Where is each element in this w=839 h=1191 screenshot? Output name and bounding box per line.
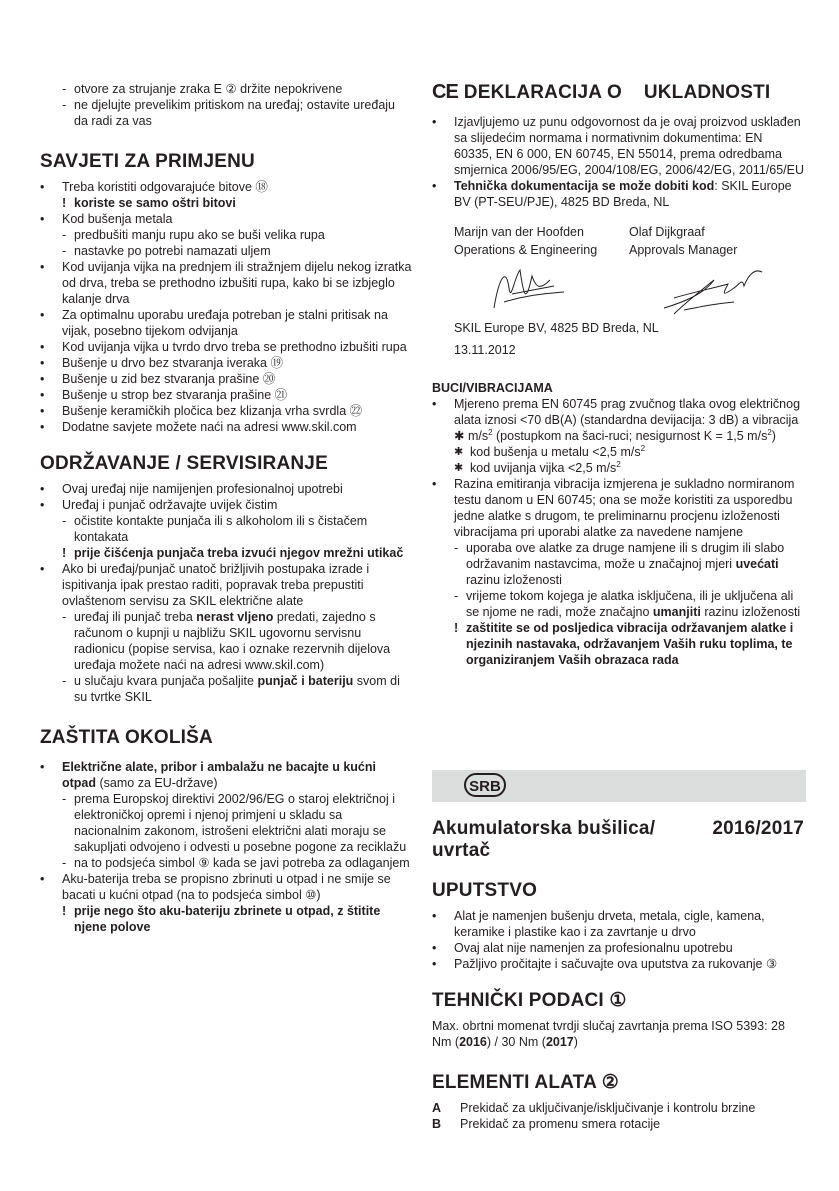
list-item: • Bušenje u drvo bez stvaranja iveraka ⑲ bbox=[40, 355, 412, 371]
signatory-1: Marijn van der Hoofden Operations & Engineering bbox=[454, 225, 598, 257]
elements-list bbox=[432, 1100, 804, 1132]
warning-item: ! koriste se samo oštri bitovi bbox=[40, 195, 412, 211]
zastita-list bbox=[40, 759, 412, 935]
list-item: - na to podsjeća simbol ⑨ kada se javi potreba za odlaganjem bbox=[40, 855, 412, 871]
list-item: A Prekidač za uključivanje/isključivanje i kontrolu brzine bbox=[432, 1101, 756, 1115]
warning-item: ! zaštitite se od posljedica vibracija održavanjem alatke i njezinih nastavaka, održavanjem Vaših ruku toplima, te organiziranjem Vaših obrazaca rada bbox=[432, 620, 804, 668]
odrzavanje-list bbox=[40, 481, 505, 705]
section-title-uputstvo: UPUTSTVO bbox=[432, 880, 538, 901]
section-title-savjeti: SAVJETI ZA PRIMJENU bbox=[40, 151, 255, 172]
list-item: • Električne alate, pribor i ambalažu ne bacajte u kućni otpad (samo za EU-države) bbox=[40, 759, 412, 791]
list-item: B Prekidač za promenu smera rotacije bbox=[432, 1117, 661, 1131]
uputstvo-list bbox=[432, 908, 804, 972]
list-item: • Treba koristiti odgovarajuće bitove ⑱ bbox=[40, 179, 412, 195]
list-item: • Mjereno prema EN 60745 prag zvučnog tlaka ovog električnog alata iznosi <70 dB(A) (standardna devijacija: 3 dB) a vibracija ✱ $m/s^2$ (postupkom na šaci-ruci; nesigurnost K = 1,5 $m/s^2$) bbox=[432, 396, 804, 444]
product-name: Akumulatorska bušilica/ uvrtač bbox=[432, 818, 656, 861]
list-item: - nastavke po potrebi namazati uljem bbox=[40, 243, 412, 259]
section-title-buci: BUCI/VIBRACIJAMA bbox=[432, 381, 553, 395]
language-bar bbox=[432, 770, 806, 802]
signatory-2: Olaf Dijkgraaf Approvals Manager bbox=[629, 225, 738, 257]
section-title-tehnicki: TEHNIČKI PODACI ① bbox=[432, 990, 627, 1011]
ce-mark: CE bbox=[432, 81, 458, 103]
list-item: • Pažljivo pročitajte i sačuvajte ova uputstva za rukovanje ③ bbox=[432, 956, 804, 972]
product-models: 2016/2017 bbox=[712, 818, 804, 839]
section-title-zastita: ZAŠTITA OKOLIŠA bbox=[40, 727, 213, 748]
list-item: • Bušenje keramičkih pločica bez klizanja vrha svrdla ㉒ bbox=[40, 403, 412, 419]
list-item: • Ako bi uređaj/punjač unatoč brižljivih postupaka izrade i ispitivanja ipak prestao raditi, popravak treba prepustiti ovlaštenom servisu za SKIL električne alate bbox=[40, 561, 412, 609]
list-item: - ne djelujte prevelikim pritiskom na uređaj; ostavite uređaju da radi za vas bbox=[40, 97, 412, 129]
list-item: - predbušiti manju rupu ako se buši velika rupa bbox=[40, 227, 412, 243]
list-item: - očistite kontakte punjača ili s alkoholom ili s čistačem kontakata bbox=[40, 513, 412, 545]
section-title-deklaracija: CE DEKLARACIJA O UKLADNOSTI bbox=[432, 81, 771, 103]
list-item: - uređaj ili punjač treba nerast vljeno predati, zajedno s računom o kupnji u najbližu SKIL ugovornu servisnu radionicu (popise servisa, kao i oznake rezervnih dijelova uređaja možete naći na adresi www.skil.com) bbox=[40, 609, 412, 673]
list-item: • Ovaj alat nije namenjen za profesionalnu upotrebu bbox=[432, 940, 804, 956]
section-title-elementi: ELEMENTI ALATA ② bbox=[432, 1072, 619, 1093]
list-item: - uporaba ove alatke za druge namjene ili s drugim ili slabo održavanim nastavcima, može u značajnoj mjeri uvećati razinu izloženosti bbox=[432, 540, 804, 588]
language-badge: SRB bbox=[464, 773, 506, 797]
list-item: • Kod bušenja metala bbox=[40, 211, 412, 227]
list-item: - otvore za strujanje zraka E ② držite nepokrivene bbox=[40, 81, 412, 97]
list-item: • Kod uvijanja vijka u tvrdo drvo treba se prethodno izbušiti rupa bbox=[40, 339, 412, 355]
list-item: • Alat je namenjen bušenju drveta, metala, cigle, kamena, keramike i plastike kao i za zavrtanje u drvo bbox=[432, 908, 804, 940]
list-item: - vrijeme tokom kojega je alatka isključena, ili je uključena ali se njome ne radi, može značajno umanjiti razinu izloženosti bbox=[432, 588, 804, 620]
section-title-odrzavanje: ODRŽAVANJE / SERVISIRANJE bbox=[40, 453, 328, 474]
product-title bbox=[432, 818, 804, 862]
list-item: • Za optimalnu uporabu uređaja potreban je stalni pritisak na vijak, posebno tijekom odvijanja bbox=[40, 307, 412, 339]
list-item: ✱ kod uvijanja vijka <2,5 $m/s^2$ bbox=[432, 460, 804, 476]
list-item: • Ovaj uređaj nije namijenjen profesionalnoj upotrebi bbox=[40, 481, 412, 497]
declaration-date: 13.11.2012 bbox=[454, 343, 516, 357]
list-item: • Aku-baterija treba se propisno zbrinuti u otpad i ne smije se bacati u kućni otpad (na to podsjeća simbol ⑩) bbox=[40, 871, 412, 903]
deklaracija-list bbox=[432, 114, 804, 210]
signatories bbox=[432, 224, 804, 258]
savjeti-list bbox=[40, 179, 412, 435]
list-item: • Bušenje u strop bez stvaranja prašine ㉑ bbox=[40, 387, 412, 403]
list-item: • Kod uvijanja vijka na prednjem ili stražnjem dijelu nekog izratka od drva, treba se prethodno izbušiti rupa, kako bi se izbjeglo kalanje drva bbox=[40, 259, 412, 307]
list-item: • Bušenje u zid bez stvaranja prašine ⑳ bbox=[40, 371, 412, 387]
signature-2-icon bbox=[644, 258, 834, 320]
warning-item: ! prije nego što aku-bateriju zbrinete u otpad, z štitite njene polove bbox=[40, 903, 412, 935]
signatures bbox=[432, 258, 804, 320]
list-item: • Razina emitiranja vibracija izmjerena je sukladno normiranom testu danom u EN 60745; ona se može koristiti za usporedbu jedne alatke s drugom, te preliminarnu procjenu izloženosti vibracijama pri uporabi alatke za navedene namjene bbox=[432, 476, 804, 540]
right-column bbox=[432, 81, 804, 668]
list-item: • Uređaj i punjač održavajte uvijek čistim bbox=[40, 497, 412, 513]
list-item: • Tehnička dokumentacija se može dobiti kod: SKIL Europe BV (PT-SEU/PJE), 4825 BD Breda, NL bbox=[432, 178, 804, 210]
buci-list bbox=[432, 396, 804, 668]
warning-item: ! prije čišćenja punjača treba izvući njegov mrežni utikač bbox=[40, 545, 412, 561]
tech-specs: Max. obrtni momenat tvrdji slučaj zavrtanja prema ISO 5393: 28 Nm (2016) / 30 Nm (2017) bbox=[432, 1019, 785, 1049]
company-address: SKIL Europe BV, 4825 BD Breda, NL bbox=[454, 321, 659, 335]
list-item: - u slučaju kvara punjača pošaljite punjač i bateriju svom di su tvrtke SKIL bbox=[40, 673, 412, 705]
srb-section bbox=[432, 818, 804, 1132]
list-item: ✱ kod bušenja u metalu <2,5 $m/s^2$ bbox=[432, 444, 804, 460]
list-item: • Izjavljujemo uz punu odgovornost da je ovaj proizvod usklađen sa slijedećim normama i normativnim dokumentima: EN 60335, EN 6 000, EN 60745, EN 55014, prema odredbama smjernica 2006/95/EG, 2004/108/EG, 2006/42/EG, 2011/65/EU bbox=[432, 114, 804, 178]
signature-1-icon bbox=[454, 258, 644, 320]
list-item: - prema Europskoj direktivi 2002/96/EG o staroj električnoj i elektroničkoj opremi i njenoj primjeni u skladu sa nacionalnim zakonom, istrošeni električni alati moraju se sakupljati odvojeno i odvesti u posebne pogone za reciklažu bbox=[40, 791, 412, 855]
list-item: • Dodatne savjete možete naći na adresi www.skil.com bbox=[40, 419, 412, 435]
